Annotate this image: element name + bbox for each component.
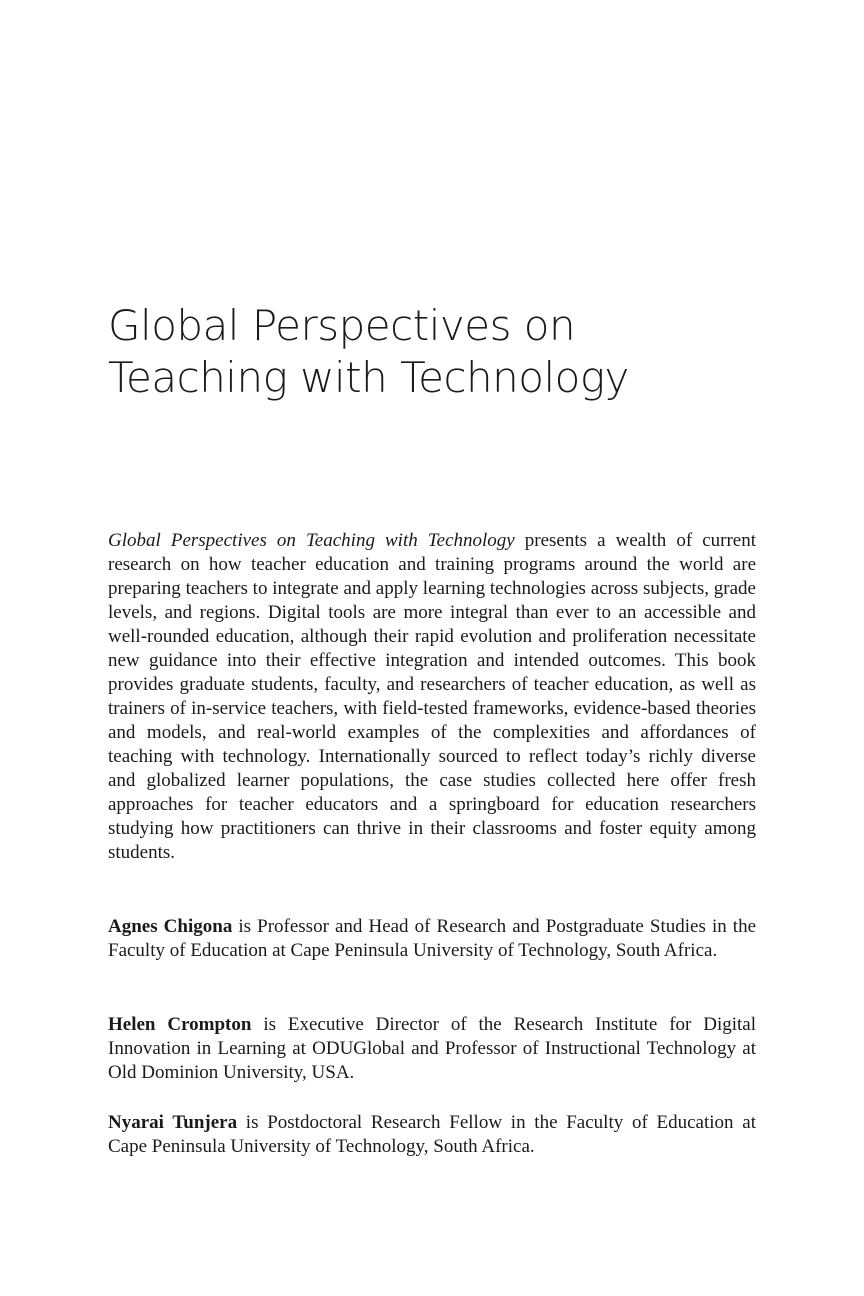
title-line-2: Teaching with Technology: [108, 353, 629, 402]
author-bio-text-1: is Professor and Head of Research and Postgraduate Studies in the Faculty of Education at Cape Peninsula University of Technology, South Africa.: [108, 916, 757, 961]
book-description-text: presents a wealth of current research on how teacher education and training programs around the world are preparing teachers to integrate and apply learning technologies across subjects, grade levels, and regions. Digital tools are more integral than ever to an accessible and well-rounded education, although their rapid evolution and proliferation necessitate new guidance into their effective integration and intended outcomes. This book provides graduate students, faculty, and researchers of teacher education, as well as trainers of in-service teachers, with field-tested frameworks, evidence-based theories and models, and real-world examples of the complexities and affordances of teaching with technology. Internationally sourced to reflect today’s richly diverse and globalized learner populations, the case studies collected here offer fresh approaches for teacher educators and a springboard for education researchers studying how practitioners can thrive in their classrooms and foster equity among students.: [108, 530, 757, 863]
book-title-heading: [108, 300, 768, 404]
title-line-1: Global Perspectives on: [108, 301, 576, 350]
author-bio-2: [108, 1013, 756, 1085]
author-name-1: Agnes Chigona: [108, 916, 233, 937]
book-description: [108, 529, 756, 865]
author-bio-3: [108, 1111, 756, 1159]
author-bio-text-3: is Postdoctoral Research Fellow in the Faculty of Education at Cape Peninsula University of Technology, South Africa.: [108, 1112, 756, 1157]
author-name-3: Nyarai Tunjera: [108, 1112, 238, 1133]
author-bio-text-2: is Executive Director of the Research Institute for Digital Innovation in Learning at ODUGlobal and Professor of Instructional Technology at Old Dominion University, USA.: [108, 1014, 756, 1083]
book-title-italic: Global Perspectives on Teaching with Technology: [108, 530, 515, 551]
author-name-2: Helen Crompton: [108, 1014, 252, 1035]
author-bio-1: [108, 915, 756, 963]
